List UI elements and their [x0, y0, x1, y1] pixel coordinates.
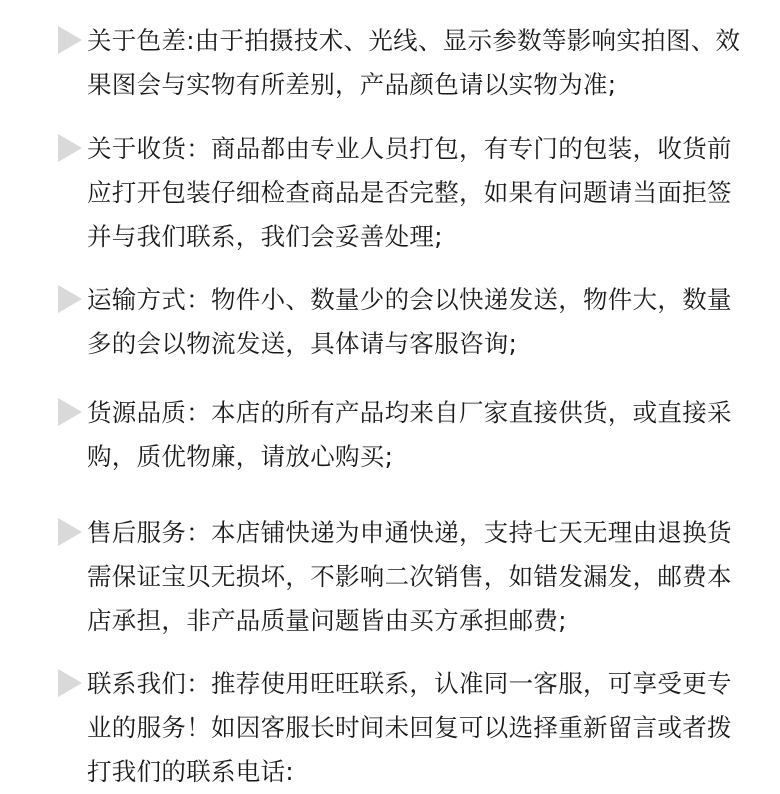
notice-line: 需保证宝贝无损坏，不影响二次销售，如错发漏发，邮费本: [87, 562, 732, 591]
notice-text: [87, 278, 732, 366]
notice-text: [87, 391, 732, 479]
triangle-bullet-icon: [58, 285, 82, 313]
notice-text: [87, 127, 732, 259]
notice-line: 果图会与实物有所差别，产品颜色请以实物为准;: [87, 70, 617, 99]
notice-text: [87, 511, 732, 643]
notice-line: 关于收货：商品都由专业人员打包，有专门的包装，收货前: [87, 134, 732, 163]
triangle-bullet-icon: [58, 26, 82, 54]
notice-line: 多的会以物流发送，具体请与客服咨询;: [87, 329, 518, 358]
notice-line: 关于色差:由于拍摄技术、光线、显示参数等影响实拍图、效: [87, 26, 741, 55]
triangle-bullet-icon: [58, 398, 82, 426]
notice-line: 售后服务：本店铺快递为申通快递，支持七天无理由退换货: [87, 518, 732, 547]
notice-line: 联系我们：推荐使用旺旺联系，认准同一客服，可享受更专: [87, 669, 732, 698]
notice-line: 货源品质：本店的所有产品均来自厂家直接供货，或直接采: [87, 398, 732, 427]
triangle-bullet-icon: [58, 134, 82, 162]
notice-line: 并与我们联系，我们会妥善处理;: [87, 222, 443, 251]
notice-line: 应打开包装仔细检查商品是否完整，如果有问题请当面拒签: [87, 178, 732, 207]
notice-line: 运输方式：物件小、数量少的会以快递发送，物件大，数量: [87, 285, 732, 314]
notice-text: [87, 662, 732, 794]
notice-line: 业的服务！如因客服长时间未回复可以选择重新留言或者拨: [87, 713, 732, 742]
triangle-bullet-icon: [58, 669, 82, 697]
notice-line: 购，质优物廉，请放心购买;: [87, 442, 394, 471]
notice-line: 打我们的联系电话:: [87, 757, 294, 786]
notice-text: [87, 19, 741, 107]
notice-line: 店承担，非产品质量问题皆由买方承担邮费;: [87, 606, 567, 635]
triangle-bullet-icon: [58, 518, 82, 546]
